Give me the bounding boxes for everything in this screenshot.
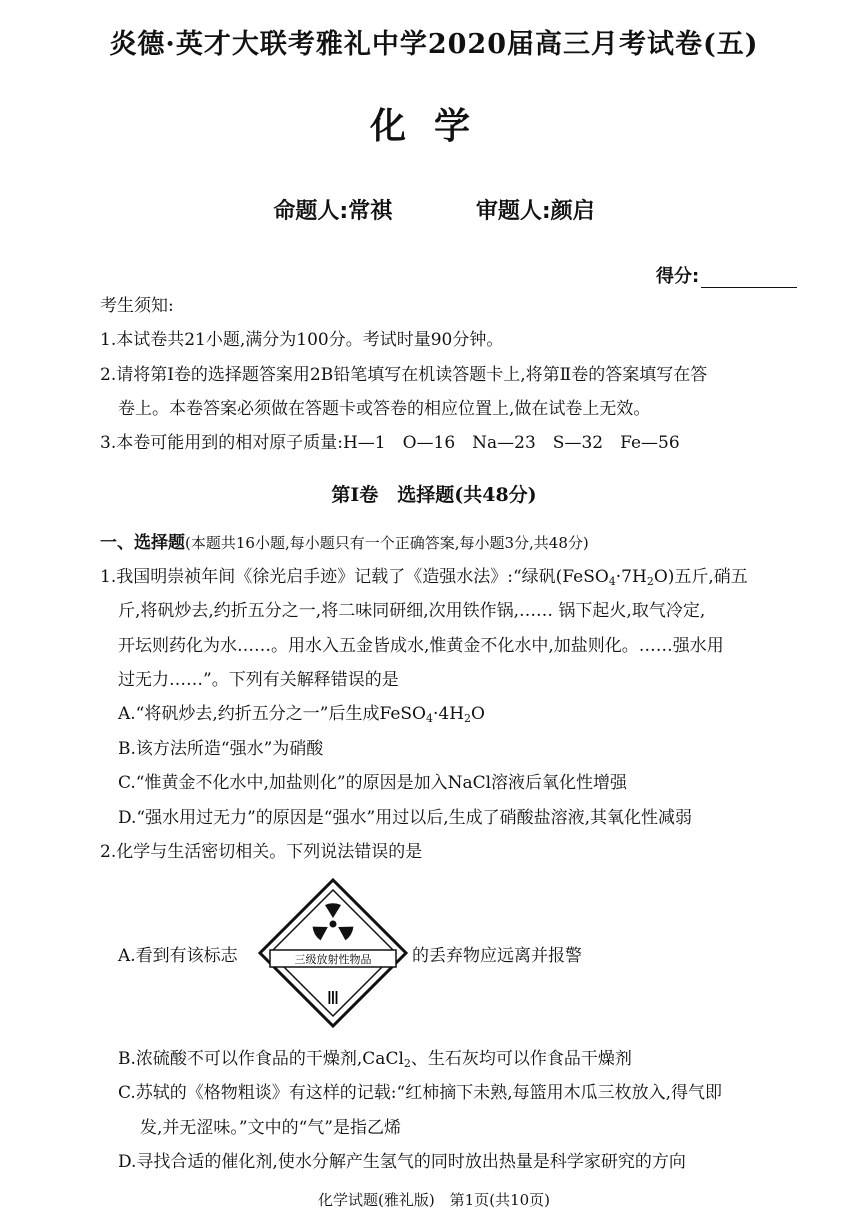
q1-l1e: O)五斤,硝五 [653, 567, 748, 587]
subject-title: 化学 [369, 105, 498, 147]
q2-option-a-pre: A.看到有该标志 [118, 946, 238, 966]
q2-b3: 、生石灰均可以作食品干燥剂 [410, 1049, 632, 1069]
author-line [0, 194, 868, 225]
q1-l1a: 1.我国明崇祯年间《徐光启手迹》记载了《造强水法》:“绿矾(FeSO [100, 567, 609, 587]
score-field [656, 262, 797, 288]
instruction-text: (本题共16小题,每小题只有一个正确答案,每小题3分,共48分) [185, 534, 589, 552]
q1-line-1 [100, 566, 748, 593]
score-blank [701, 269, 797, 288]
q2-stem: 2.化学与生活密切相关。下列说法错误的是 [100, 842, 423, 862]
reviewer: 审题人:颜启 [475, 199, 595, 224]
q1-sub: 2 [464, 712, 472, 725]
q2-option-d: D.寻找合适的催化剂,使水分解产生氢气的同时放出热量是科学家研究的方向 [118, 1152, 686, 1172]
instruction-bold: 一、选择题 [100, 533, 185, 553]
q1-a1: A.“将矾炒去,约折五分之一”后生成FeSO [118, 704, 426, 724]
q2-b1: B.浓硫酸不可以作食品的干燥剂,CaCl [118, 1049, 404, 1069]
notice-item-3: 3.本卷可能用到的相对原子质量:H—1 O—16 Na—23 S—32 Fe—56 [100, 433, 680, 453]
notice-heading: 考生须知: [100, 296, 174, 316]
q2-sub: 2 [403, 1057, 411, 1070]
q2-option-c-line2: 发,并无涩味。”文中的“气”是指乙烯 [140, 1118, 401, 1138]
q1-sub: 4 [425, 712, 433, 725]
q2-option-c-line1: C.苏轼的《格物粗谈》有这样的记载:“红柿摘下未熟,每篮用木瓜三枚放入,得气即 [118, 1083, 723, 1103]
notice-item-1: 1.本试卷共21小题,满分为100分。考试时量90分钟。 [100, 330, 504, 350]
q1-l1c: ·7H [615, 567, 647, 587]
q1-option-b: B.该方法所造“强水”为硝酸 [118, 739, 324, 759]
notice-item-2-line2: 卷上。本卷答案必须做在答题卡或答卷的相应位置上,做在试卷上无效。 [118, 399, 651, 419]
section-instruction [100, 532, 589, 554]
sign-label: 三级放射性物品 [294, 953, 372, 966]
q1-line-2: 斤,将矾炒去,约折五分之一,将二味同研细,次用铁作锅,…… 锅下起火,取气冷定, [118, 601, 706, 621]
q1-a5: O [471, 704, 485, 724]
q2-option-b [118, 1048, 632, 1075]
section-title: 第Ⅰ卷 选择题(共48分) [331, 484, 537, 506]
author: 命题人:常祺 [273, 199, 393, 224]
page-footer: 化学试题(雅礼版) 第1页(共10页) [317, 1191, 551, 1209]
q1-option-a [118, 703, 485, 730]
score-label: 得分: [656, 266, 700, 287]
q1-line-3: 开坛则药化为水……。用水入五金皆成水,惟黄金不化水中,加盐则化。……强水用 [118, 636, 724, 656]
q1-option-d: D.“强水用过无力”的原因是“强水”用过以后,生成了硝酸盐溶液,其氧化性减弱 [118, 808, 692, 828]
q1-sub: 2 [646, 575, 654, 588]
q2-option-a-post: 的丢弃物应远离并报警 [412, 946, 582, 966]
notice-item-2-line1: 2.请将第Ⅰ卷的选择题答案用2B铅笔填写在机读答题卡上,将第Ⅱ卷的答案填写在答 [100, 365, 708, 385]
q1-option-c: C.“惟黄金不化水中,加盐则化”的原因是加入NaCl溶液后氧化性增强 [118, 773, 628, 793]
exam-title: 炎德·英才大联考雅礼中学2020届高三月考试卷(五) [109, 29, 759, 60]
q1-line-4: 过无力……”。下列有关解释错误的是 [118, 670, 399, 690]
radioactive-warning-sign [258, 878, 408, 1028]
sign-numeral: Ⅲ [326, 988, 340, 1009]
q1-a3: ·4H [432, 704, 465, 724]
q1-sub: 4 [608, 575, 616, 588]
